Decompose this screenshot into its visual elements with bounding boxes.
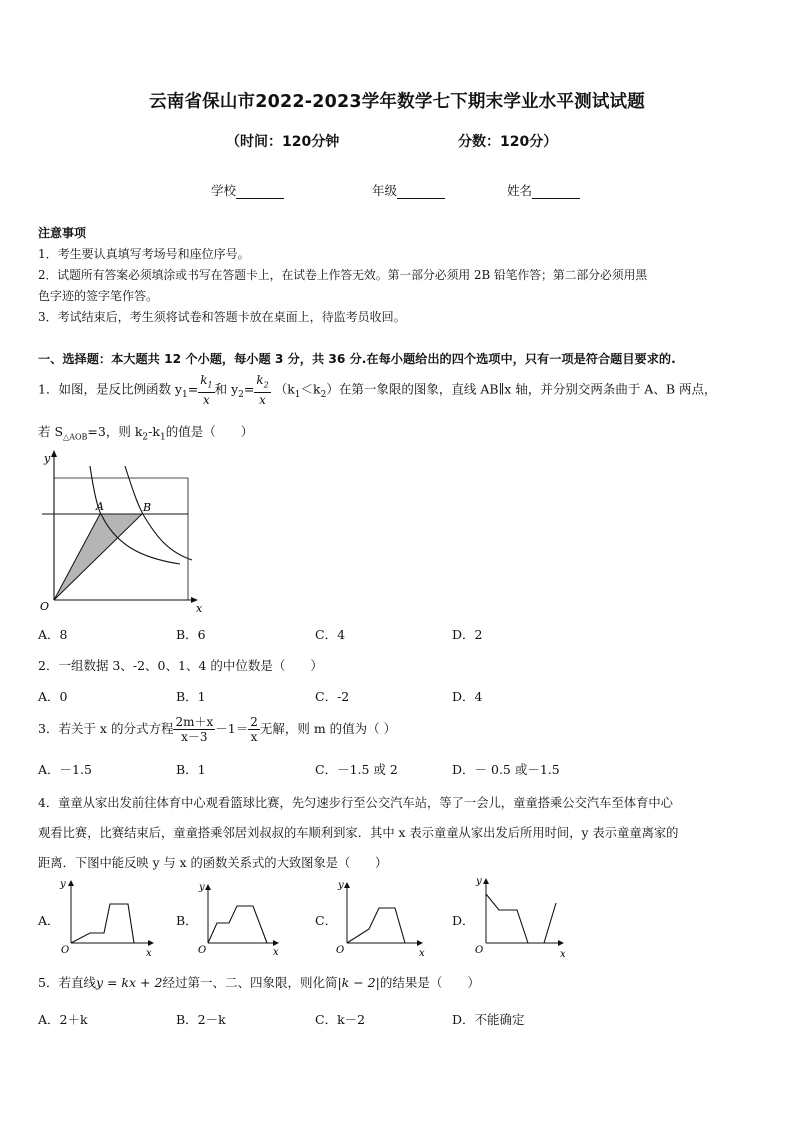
fig-label-y: y	[44, 452, 51, 465]
svg-text:O: O	[336, 945, 345, 956]
svg-text:x: x	[146, 948, 152, 959]
exam-time: （时间：120分钟	[226, 134, 340, 150]
grade-field	[372, 181, 445, 199]
y-arrow-icon	[344, 882, 350, 888]
svg-text:x: x	[273, 947, 279, 958]
q4-graph-c	[333, 876, 433, 958]
notes-heading: 注意事项	[38, 226, 87, 240]
name-blank[interactable]	[532, 185, 580, 199]
note-3: 3．考试结束后，考生须将试卷和答题卡放在桌面上，待监考员收回。	[38, 310, 406, 324]
svg-text:y: y	[476, 876, 482, 887]
graph-c-line	[347, 908, 405, 943]
question-4-line2: 观看比赛，比赛结束后，童童搭乘邻居刘叔叔的车顺利到家．其中 x 表示童童从家出发后所用时间，y 表示童童离家的	[38, 826, 679, 840]
x-arrow-icon	[273, 940, 279, 946]
y-arrow-icon	[483, 878, 489, 884]
q1-option-b[interactable]: B．6	[176, 627, 206, 642]
svg-text:y: y	[60, 879, 66, 890]
question-1-figure	[30, 448, 203, 616]
q1-option-d[interactable]: D．2	[452, 627, 483, 642]
q3-option-b[interactable]: B．1	[176, 762, 206, 777]
q4-option-a[interactable]: A．	[38, 913, 60, 928]
q4-option-b[interactable]: B．	[176, 913, 198, 928]
q4-graph-a	[58, 876, 158, 958]
graph-d-line	[486, 894, 556, 943]
y-arrow-icon	[51, 450, 57, 457]
school-field	[211, 181, 284, 199]
q1-option-c[interactable]: C．4	[315, 627, 346, 642]
question-1-line1: 1．如图，是反比例函数 $y_1=$ $\frac{k_1}{x}$ 和 $y_2=$ $\frac{k_2}{x}$ $(k_1<k_2)$在第一象限的图象，直线 AB∥x 轴，并分别交两条曲于 A、B 两点，	[38, 373, 717, 408]
school-label: 学校	[211, 183, 237, 198]
y-arrow-icon	[68, 880, 74, 886]
q5-option-c[interactable]: C．k－2	[315, 1012, 366, 1027]
grade-blank[interactable]	[397, 185, 445, 199]
svg-text:O: O	[61, 945, 70, 956]
q4-graph-b	[195, 876, 295, 958]
q4-graph-d	[472, 870, 572, 962]
fig-label-o: O	[40, 600, 50, 613]
section-heading: 一、选择题：本大题共 12 个小题，每小题 3 分，共 36 分.在每小题给出的四个选项中，只有一项是符合题目要求的.	[38, 352, 676, 366]
q4-option-c[interactable]: C．	[315, 913, 338, 928]
q2-option-d[interactable]: D．4	[452, 689, 483, 704]
fraction-k2-over-x: $\frac{k_2}{x}$	[256, 373, 269, 408]
triangle-aob	[54, 514, 142, 600]
svg-text:O: O	[475, 945, 484, 956]
page-title: 云南省保山市2022-2023学年数学七下期末学业水平测试试题	[149, 92, 645, 112]
abs-expression: |k − 2|	[337, 975, 380, 990]
fig-label-b: B	[143, 501, 152, 514]
x-arrow-icon	[148, 940, 154, 946]
fraction-k1-over-x: $\frac{k_1}{x}$	[200, 373, 213, 408]
y-arrow-icon	[205, 884, 211, 890]
q2-option-a[interactable]: A．0	[38, 689, 68, 704]
graph-b-line	[208, 906, 267, 943]
x-arrow-icon	[417, 940, 423, 946]
svg-text:x: x	[419, 948, 425, 959]
q2-option-c[interactable]: C．-2	[315, 689, 350, 704]
x-arrow-icon	[558, 940, 564, 946]
fig-label-x: x	[196, 602, 203, 615]
grade-label: 年级	[372, 183, 398, 198]
q3-option-a[interactable]: A．－1.5	[38, 762, 92, 777]
q2-option-b[interactable]: B．1	[176, 689, 206, 704]
name-field	[507, 181, 580, 199]
svg-text:y: y	[199, 882, 205, 893]
question-4-line1: 4．童童从家出发前往体育中心观看篮球比赛，先匀速步行至公交汽车站，等了一会儿，童童搭乘公交汽车至体育中心	[38, 796, 673, 810]
question-2: 2．一组数据 3、-2、0、1、4 的中位数是（ ）	[38, 658, 323, 673]
question-4-line3: 距离．下图中能反映 y 与 x 的函数关系式的大致图象是（ ）	[38, 856, 388, 870]
q5-option-a[interactable]: A．2＋k	[38, 1012, 88, 1027]
svg-text:x: x	[560, 949, 566, 960]
q5-option-b[interactable]: B．2－k	[176, 1012, 226, 1027]
q4-option-d[interactable]: D．	[452, 913, 475, 928]
note-1: 1．考生要认真填写考场号和座位序号。	[38, 247, 250, 261]
exam-score: 分数：120分）	[458, 134, 558, 150]
school-blank[interactable]	[236, 185, 284, 199]
note-2-cont: 色字迹的签字笔作答。	[38, 289, 159, 303]
q3-option-c[interactable]: C．－1.5 或 2	[315, 762, 398, 777]
question-1-line2: 若 $S_{\triangle AOB}=3$，则 $k_2-k_1$的值是（ ）	[38, 424, 254, 443]
fraction-2-over-x: $\frac{2}{x}$	[250, 715, 258, 744]
equation-line: y = kx + 2	[95, 975, 163, 990]
fraction-2m-plus-x: $\frac{2m+x}{x-3}$	[175, 715, 214, 744]
q5-option-d[interactable]: D．不能确定	[452, 1012, 525, 1027]
fig-label-a: A	[96, 500, 104, 513]
note-2: 2．试题所有答案必须填涂或书写在答题卡上，在试卷上作答无效。第一部分必须用 2B 铅笔作答；第二部分必须用黑	[38, 268, 648, 282]
q3-option-d[interactable]: D．－ 0.5 或－1.5	[452, 762, 560, 777]
svg-text:y: y	[338, 880, 344, 891]
curve-y2	[125, 466, 192, 560]
question-3: 3．若关于 x 的分式方程 $\frac{2m+x}{x-3}$ －1＝ $\frac{2}{x}$ 无解，则 m 的值为（ ）	[38, 715, 397, 744]
q1-option-a[interactable]: A．8	[38, 627, 68, 642]
question-5: 5．若直线y = kx + 2经过第一、二、四象限，则化简|k − 2|的结果是（ ）	[38, 975, 480, 990]
svg-text:O: O	[198, 945, 207, 956]
name-label: 姓名	[507, 183, 533, 198]
graph-a-line	[71, 904, 134, 943]
